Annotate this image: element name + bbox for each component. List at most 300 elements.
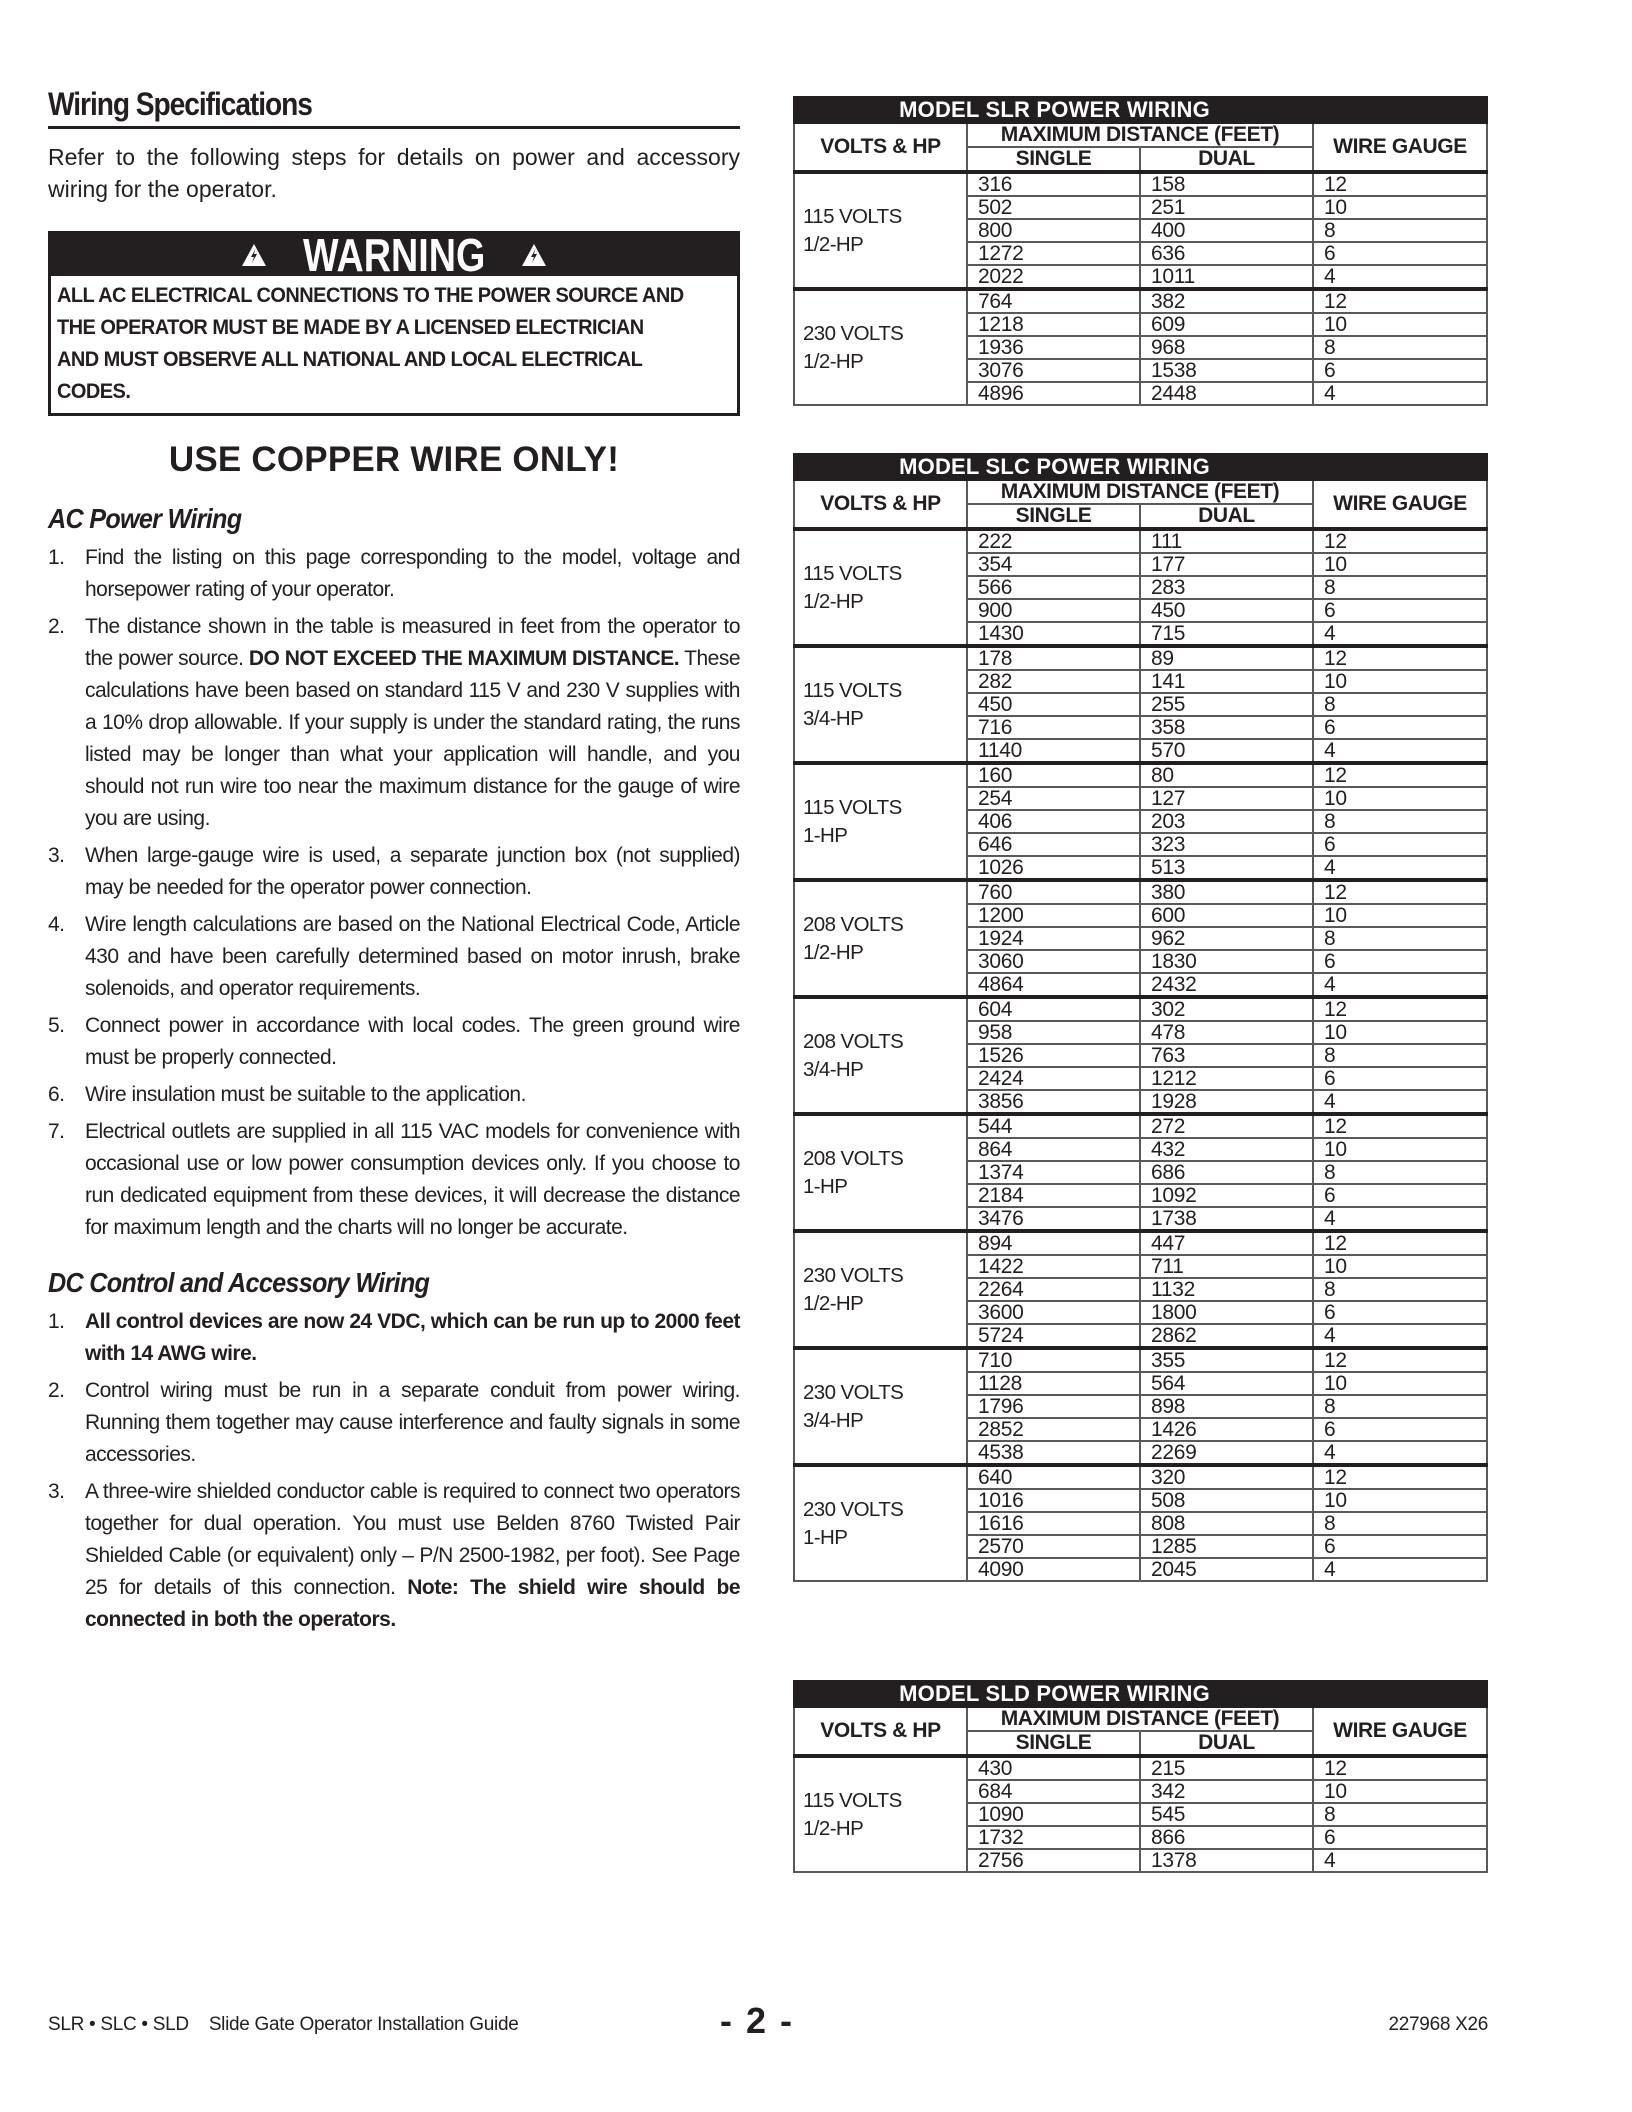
- step-text: When large-gauge wire is used, a separate junction box (not supplied) may be needed for the operator power connection.: [85, 844, 740, 899]
- dual-distance-cell: 808: [1140, 1512, 1313, 1535]
- ac-power-wiring-steps: [48, 542, 740, 1244]
- col-header-volts-hp: VOLTS & HP: [794, 1707, 967, 1756]
- hp-label: 1/2-HP: [803, 349, 864, 373]
- col-header-dual: DUAL: [1140, 147, 1313, 172]
- wire-gauge-cell: 4: [1313, 1207, 1487, 1231]
- hp-label: 1/2-HP: [803, 232, 864, 256]
- dual-distance-cell: 1285: [1140, 1535, 1313, 1558]
- wire-gauge-cell: 12: [1313, 529, 1487, 553]
- single-distance-cell: 684: [967, 1780, 1140, 1803]
- dc-step: [48, 1476, 740, 1636]
- single-distance-cell: 1796: [967, 1395, 1140, 1418]
- single-distance-cell: 2424: [967, 1067, 1140, 1090]
- col-header-wire-gauge: WIRE GAUGE: [1313, 480, 1487, 529]
- warning-heading: WARNING: [302, 229, 486, 281]
- col-header-volts-hp: VOLTS & HP: [794, 480, 967, 529]
- single-distance-cell: 354: [967, 553, 1140, 576]
- step-text: A three-wire shielded conductor cable is required to connect two operators together for dual operation. You must use Belden 8760 Twisted Pair Shielded Cable (or equivalent) only – P/N 2500-1982, per foot). See Page 25 for details of this connection.: [85, 1480, 740, 1599]
- dual-distance-cell: 636: [1140, 242, 1313, 265]
- single-distance-cell: 1374: [967, 1161, 1140, 1184]
- single-distance-cell: 1140: [967, 739, 1140, 763]
- single-distance-cell: 4864: [967, 973, 1140, 997]
- single-distance-cell: 430: [967, 1756, 1140, 1780]
- wire-gauge-cell: 12: [1313, 172, 1487, 196]
- hp-label: 1-HP: [803, 823, 848, 847]
- dual-distance-cell: 355: [1140, 1348, 1313, 1372]
- wire-gauge-cell: 12: [1313, 763, 1487, 787]
- wire-gauge-cell: 10: [1313, 1372, 1487, 1395]
- volts-label: 115 VOLTS: [803, 1788, 902, 1812]
- volts-hp-cell: [794, 880, 967, 997]
- hp-label: 1/2-HP: [803, 1816, 864, 1840]
- dual-distance-cell: 382: [1140, 289, 1313, 313]
- intro-paragraph: Refer to the following steps for details on power and accessory wiring for the operator.: [48, 144, 740, 202]
- single-distance-cell: 640: [967, 1465, 1140, 1489]
- volts-label: 115 VOLTS: [803, 795, 902, 819]
- ac-step: [48, 542, 740, 606]
- dual-distance-cell: 2432: [1140, 973, 1313, 997]
- warning-box: [48, 231, 740, 416]
- dual-distance-cell: 158: [1140, 172, 1313, 196]
- step-number: 1.: [48, 546, 65, 569]
- col-header-single: SINGLE: [967, 147, 1140, 172]
- single-distance-cell: 800: [967, 219, 1140, 242]
- wire-gauge-cell: 6: [1313, 1184, 1487, 1207]
- single-distance-cell: 3856: [967, 1090, 1140, 1114]
- single-distance-cell: 604: [967, 997, 1140, 1021]
- single-distance-cell: 2570: [967, 1535, 1140, 1558]
- hp-label: 1/2-HP: [803, 589, 864, 613]
- warning-line: AND MUST OBSERVE ALL NATIONAL AND LOCAL ELECTRICAL: [57, 347, 643, 371]
- wire-gauge-cell: 4: [1313, 1558, 1487, 1581]
- wire-gauge-cell: 10: [1313, 1255, 1487, 1278]
- col-header-max-distance: MAXIMUM DISTANCE (FEET): [967, 123, 1313, 147]
- single-distance-cell: 1272: [967, 242, 1140, 265]
- dual-distance-cell: 1378: [1140, 1849, 1313, 1872]
- dual-distance-cell: 1738: [1140, 1207, 1313, 1231]
- dc-step: [48, 1306, 740, 1370]
- step-text: Control wiring must be run in a separate conduit from power wiring. Running them together may cause interference and faulty signals in some accessories.: [85, 1379, 740, 1466]
- wire-gauge-cell: 8: [1313, 219, 1487, 242]
- single-distance-cell: 716: [967, 716, 1140, 739]
- dual-distance-cell: 272: [1140, 1114, 1313, 1138]
- table-row: [794, 289, 1487, 313]
- step-number: 5.: [48, 1014, 65, 1037]
- wire-gauge-cell: 12: [1313, 1756, 1487, 1780]
- wire-gauge-cell: 12: [1313, 997, 1487, 1021]
- wire-gauge-cell: 6: [1313, 1067, 1487, 1090]
- table-row: [794, 1114, 1487, 1138]
- single-distance-cell: 2264: [967, 1278, 1140, 1301]
- hp-label: 1-HP: [803, 1525, 848, 1549]
- single-distance-cell: 254: [967, 787, 1140, 810]
- volts-label: 208 VOLTS: [803, 1146, 904, 1170]
- table-row: [794, 1231, 1487, 1255]
- dc-step: [48, 1375, 740, 1471]
- dual-distance-cell: 2269: [1140, 1441, 1313, 1465]
- warning-line: CODES.: [57, 379, 131, 403]
- single-distance-cell: 864: [967, 1138, 1140, 1161]
- col-header-dual: DUAL: [1140, 504, 1313, 529]
- single-distance-cell: 900: [967, 599, 1140, 622]
- volts-hp-cell: [794, 763, 967, 880]
- single-distance-cell: 1090: [967, 1803, 1140, 1826]
- wire-gauge-cell: 12: [1313, 1465, 1487, 1489]
- single-distance-cell: 502: [967, 196, 1140, 219]
- document-number: 227968 X26: [1388, 2014, 1488, 2035]
- dual-distance-cell: 711: [1140, 1255, 1313, 1278]
- wire-gauge-cell: 10: [1313, 1138, 1487, 1161]
- step-number: 3.: [48, 1480, 65, 1503]
- single-distance-cell: 316: [967, 172, 1140, 196]
- wire-gauge-cell: 8: [1313, 1512, 1487, 1535]
- single-distance-cell: 710: [967, 1348, 1140, 1372]
- wire-gauge-cell: 12: [1313, 1348, 1487, 1372]
- single-distance-cell: 4090: [967, 1558, 1140, 1581]
- dual-distance-cell: 686: [1140, 1161, 1313, 1184]
- step-number: 6.: [48, 1083, 65, 1106]
- volts-label: 208 VOLTS: [803, 1029, 904, 1053]
- dual-distance-cell: 609: [1140, 313, 1313, 336]
- single-distance-cell: 760: [967, 880, 1140, 904]
- wire-gauge-cell: 10: [1313, 196, 1487, 219]
- footer-guide-title: Slide Gate Operator Installation Guide: [208, 2014, 519, 2035]
- dual-distance-cell: 400: [1140, 219, 1313, 242]
- dual-distance-cell: 450: [1140, 599, 1313, 622]
- hp-label: 1-HP: [803, 1174, 848, 1198]
- table-row: [794, 172, 1487, 196]
- volts-hp-cell: [794, 1465, 967, 1581]
- table-row: [794, 880, 1487, 904]
- step-number: 4.: [48, 913, 65, 936]
- dual-distance-cell: 111: [1140, 529, 1313, 553]
- col-header-single: SINGLE: [967, 504, 1140, 529]
- ac-power-wiring-heading: AC Power Wiring: [48, 503, 242, 534]
- wire-gauge-cell: 4: [1313, 1090, 1487, 1114]
- dual-distance-cell: 283: [1140, 576, 1313, 599]
- dual-distance-cell: 962: [1140, 927, 1313, 950]
- table-row: [794, 997, 1487, 1021]
- wire-gauge-cell: 4: [1313, 739, 1487, 763]
- wire-gauge-cell: 6: [1313, 242, 1487, 265]
- dual-distance-cell: 1538: [1140, 359, 1313, 382]
- wire-gauge-cell: 4: [1313, 856, 1487, 880]
- dual-distance-cell: 545: [1140, 1803, 1313, 1826]
- single-distance-cell: 1016: [967, 1489, 1140, 1512]
- wire-gauge-cell: 6: [1313, 599, 1487, 622]
- power-wiring-table: [793, 1680, 1488, 1873]
- volts-hp-cell: [794, 1756, 967, 1872]
- wire-gauge-cell: 6: [1313, 1535, 1487, 1558]
- single-distance-cell: 3600: [967, 1301, 1140, 1324]
- volts-label: 208 VOLTS: [803, 912, 904, 936]
- single-distance-cell: 1732: [967, 1826, 1140, 1849]
- wire-gauge-cell: 4: [1313, 382, 1487, 405]
- dual-distance-cell: 968: [1140, 336, 1313, 359]
- hp-label: 3/4-HP: [803, 1057, 864, 1081]
- hp-label: 3/4-HP: [803, 1408, 864, 1432]
- single-distance-cell: 764: [967, 289, 1140, 313]
- volts-hp-cell: [794, 172, 967, 289]
- single-distance-cell: 3476: [967, 1207, 1140, 1231]
- single-distance-cell: 160: [967, 763, 1140, 787]
- wire-gauge-cell: 8: [1313, 1395, 1487, 1418]
- single-distance-cell: 958: [967, 1021, 1140, 1044]
- copper-wire-notice: USE COPPER WIRE ONLY!: [168, 440, 620, 479]
- hp-label: 1/2-HP: [803, 940, 864, 964]
- dual-distance-cell: 358: [1140, 716, 1313, 739]
- step-text-bold: All control devices are now 24 VDC, which can be run up to 2000 feet with 14 AWG wire.: [85, 1310, 740, 1365]
- wire-gauge-cell: 4: [1313, 973, 1487, 997]
- dual-distance-cell: 302: [1140, 997, 1313, 1021]
- wire-gauge-cell: 8: [1313, 1278, 1487, 1301]
- dual-distance-cell: 478: [1140, 1021, 1313, 1044]
- single-distance-cell: 1526: [967, 1044, 1140, 1067]
- power-wiring-table: [793, 96, 1488, 406]
- wire-gauge-cell: 4: [1313, 1849, 1487, 1872]
- dual-distance-cell: 255: [1140, 693, 1313, 716]
- step-text: Wire insulation must be suitable to the application.: [85, 1083, 526, 1106]
- volts-label: 115 VOLTS: [803, 204, 902, 228]
- col-header-wire-gauge: WIRE GAUGE: [1313, 1707, 1487, 1756]
- dual-distance-cell: 564: [1140, 1372, 1313, 1395]
- table-title: MODEL SLC POWER WIRING: [794, 454, 1487, 480]
- wire-gauge-cell: 6: [1313, 950, 1487, 973]
- single-distance-cell: 1026: [967, 856, 1140, 880]
- wire-gauge-cell: 12: [1313, 880, 1487, 904]
- ac-step: [48, 1010, 740, 1074]
- dual-distance-cell: 1800: [1140, 1301, 1313, 1324]
- table-row: [794, 1756, 1487, 1780]
- wire-gauge-cell: 10: [1313, 670, 1487, 693]
- single-distance-cell: 4896: [967, 382, 1140, 405]
- dual-distance-cell: 570: [1140, 739, 1313, 763]
- wire-gauge-cell: 6: [1313, 359, 1487, 382]
- step-text: Wire length calculations are based on the National Electrical Code, Article 430 and have been carefully determined based on motor inrush, brake solenoids, and operator requirements.: [85, 913, 740, 1000]
- warning-text: [51, 276, 737, 413]
- single-distance-cell: 1218: [967, 313, 1140, 336]
- volts-label: 115 VOLTS: [803, 678, 902, 702]
- wire-gauge-cell: 6: [1313, 1301, 1487, 1324]
- table-row: [794, 763, 1487, 787]
- dual-distance-cell: 513: [1140, 856, 1313, 880]
- dual-distance-cell: 1426: [1140, 1418, 1313, 1441]
- col-header-max-distance: MAXIMUM DISTANCE (FEET): [967, 1707, 1313, 1731]
- volts-hp-cell: [794, 1231, 967, 1348]
- ac-step: [48, 840, 740, 904]
- electrical-hazard-icon: [241, 243, 267, 267]
- dual-distance-cell: 715: [1140, 622, 1313, 646]
- warning-line: THE OPERATOR MUST BE MADE BY A LICENSED ELECTRICIAN: [57, 315, 644, 339]
- wire-gauge-cell: 12: [1313, 289, 1487, 313]
- dc-control-wiring-heading: DC Control and Accessory Wiring: [48, 1267, 430, 1298]
- wire-gauge-cell: 12: [1313, 646, 1487, 670]
- dual-distance-cell: 1011: [1140, 265, 1313, 289]
- dual-distance-cell: 447: [1140, 1231, 1313, 1255]
- volts-hp-cell: [794, 529, 967, 646]
- volts-hp-cell: [794, 1348, 967, 1465]
- dual-distance-cell: 1092: [1140, 1184, 1313, 1207]
- single-distance-cell: 4538: [967, 1441, 1140, 1465]
- left-column: [48, 86, 740, 1641]
- page-title: Wiring Specifications: [48, 86, 312, 122]
- col-header-volts-hp: VOLTS & HP: [794, 123, 967, 172]
- single-distance-cell: 3076: [967, 359, 1140, 382]
- single-distance-cell: 646: [967, 833, 1140, 856]
- single-distance-cell: 3060: [967, 950, 1140, 973]
- wire-gauge-cell: 8: [1313, 1161, 1487, 1184]
- dual-distance-cell: 177: [1140, 553, 1313, 576]
- dual-distance-cell: 2862: [1140, 1324, 1313, 1348]
- single-distance-cell: 1616: [967, 1512, 1140, 1535]
- volts-label: 230 VOLTS: [803, 1497, 904, 1521]
- dual-distance-cell: 1132: [1140, 1278, 1313, 1301]
- wire-gauge-cell: 8: [1313, 927, 1487, 950]
- wire-gauge-cell: 10: [1313, 1780, 1487, 1803]
- single-distance-cell: 1200: [967, 904, 1140, 927]
- step-text-bold: Note: The shield wire should be connected in both the operators.: [85, 1576, 740, 1631]
- page-footer: [48, 2000, 1488, 2041]
- table-row: [794, 529, 1487, 553]
- wire-gauge-cell: 6: [1313, 716, 1487, 739]
- wire-gauge-cell: 4: [1313, 622, 1487, 646]
- volts-hp-cell: [794, 646, 967, 763]
- dual-distance-cell: 866: [1140, 1826, 1313, 1849]
- power-wiring-table: [793, 453, 1488, 1582]
- single-distance-cell: 1128: [967, 1372, 1140, 1395]
- step-text: Electrical outlets are supplied in all 115 VAC models for convenience with occasional use or low power consumption devices only. If you choose to run dedicated equipment from these devices, it will decrease the distance for maximum length and the charts will no longer be accurate.: [85, 1120, 740, 1239]
- dual-distance-cell: 1212: [1140, 1067, 1313, 1090]
- step-number: 2.: [48, 1379, 65, 1402]
- dual-distance-cell: 380: [1140, 880, 1313, 904]
- single-distance-cell: 222: [967, 529, 1140, 553]
- volts-label: 230 VOLTS: [803, 321, 904, 345]
- col-header-single: SINGLE: [967, 1731, 1140, 1756]
- wire-gauge-cell: 4: [1313, 1324, 1487, 1348]
- step-number: 2.: [48, 615, 65, 638]
- col-header-max-distance: MAXIMUM DISTANCE (FEET): [967, 480, 1313, 504]
- wire-gauge-cell: 10: [1313, 1021, 1487, 1044]
- col-header-dual: DUAL: [1140, 1731, 1313, 1756]
- single-distance-cell: 2756: [967, 1849, 1140, 1872]
- wire-gauge-cell: 10: [1313, 904, 1487, 927]
- dual-distance-cell: 251: [1140, 196, 1313, 219]
- wire-gauge-cell: 8: [1313, 1803, 1487, 1826]
- volts-label: 230 VOLTS: [803, 1380, 904, 1404]
- single-distance-cell: 1422: [967, 1255, 1140, 1278]
- dual-distance-cell: 342: [1140, 1780, 1313, 1803]
- single-distance-cell: 2852: [967, 1418, 1140, 1441]
- col-header-wire-gauge: WIRE GAUGE: [1313, 123, 1487, 172]
- table-row: [794, 1348, 1487, 1372]
- single-distance-cell: 894: [967, 1231, 1140, 1255]
- dual-distance-cell: 2448: [1140, 382, 1313, 405]
- electrical-hazard-icon: [521, 243, 547, 267]
- dual-distance-cell: 141: [1140, 670, 1313, 693]
- single-distance-cell: 1924: [967, 927, 1140, 950]
- ac-step: [48, 611, 740, 835]
- wire-gauge-cell: 6: [1313, 1826, 1487, 1849]
- dual-distance-cell: 89: [1140, 646, 1313, 670]
- ac-step: [48, 1079, 740, 1111]
- warning-header: [51, 229, 737, 281]
- wire-gauge-cell: 8: [1313, 693, 1487, 716]
- dual-distance-cell: 508: [1140, 1489, 1313, 1512]
- dual-distance-cell: 215: [1140, 1756, 1313, 1780]
- wire-gauge-cell: 10: [1313, 787, 1487, 810]
- dual-distance-cell: 600: [1140, 904, 1313, 927]
- dual-distance-cell: 127: [1140, 787, 1313, 810]
- dual-distance-cell: 2045: [1140, 1558, 1313, 1581]
- single-distance-cell: 5724: [967, 1324, 1140, 1348]
- wire-gauge-cell: 10: [1313, 313, 1487, 336]
- page-number: - 2 -: [720, 2000, 795, 2041]
- warning-line: ALL AC ELECTRICAL CONNECTIONS TO THE POWER SOURCE AND: [57, 283, 684, 307]
- dual-distance-cell: 432: [1140, 1138, 1313, 1161]
- table-title: MODEL SLD POWER WIRING: [794, 1681, 1487, 1707]
- ac-step: [48, 909, 740, 1005]
- dual-distance-cell: 898: [1140, 1395, 1313, 1418]
- step-text: Connect power in accordance with local codes. The green ground wire must be properly connected.: [85, 1014, 740, 1069]
- volts-hp-cell: [794, 997, 967, 1114]
- title-rule: [48, 126, 740, 129]
- wire-gauge-cell: 4: [1313, 1441, 1487, 1465]
- wire-gauge-cell: 8: [1313, 576, 1487, 599]
- wire-gauge-cell: 8: [1313, 336, 1487, 359]
- hp-label: 1/2-HP: [803, 1291, 864, 1315]
- step-text-bold: DO NOT EXCEED THE MAXIMUM DISTANCE.: [248, 647, 680, 670]
- single-distance-cell: 2184: [967, 1184, 1140, 1207]
- step-text: The distance shown in the table is measured in feet from the operator to the power source.: [85, 615, 740, 670]
- wire-gauge-cell: 10: [1313, 553, 1487, 576]
- footer-models: SLR • SLC • SLD: [48, 2014, 189, 2035]
- dual-distance-cell: 323: [1140, 833, 1313, 856]
- single-distance-cell: 544: [967, 1114, 1140, 1138]
- volts-label: 115 VOLTS: [803, 561, 902, 585]
- step-number: 7.: [48, 1120, 65, 1143]
- wire-gauge-cell: 12: [1313, 1114, 1487, 1138]
- table-row: [794, 1465, 1487, 1489]
- single-distance-cell: 1430: [967, 622, 1140, 646]
- step-number: 1.: [48, 1310, 65, 1333]
- wire-gauge-cell: 6: [1313, 1418, 1487, 1441]
- single-distance-cell: 1936: [967, 336, 1140, 359]
- single-distance-cell: 282: [967, 670, 1140, 693]
- dual-distance-cell: 1830: [1140, 950, 1313, 973]
- single-distance-cell: 406: [967, 810, 1140, 833]
- wire-gauge-cell: 8: [1313, 810, 1487, 833]
- volts-label: 230 VOLTS: [803, 1263, 904, 1287]
- wire-gauge-cell: 8: [1313, 1044, 1487, 1067]
- volts-hp-cell: [794, 289, 967, 405]
- footer-guide-label: [48, 2014, 518, 2036]
- table-row: [794, 646, 1487, 670]
- table-title: MODEL SLR POWER WIRING: [794, 97, 1487, 123]
- single-distance-cell: 566: [967, 576, 1140, 599]
- single-distance-cell: 2022: [967, 265, 1140, 289]
- dual-distance-cell: 203: [1140, 810, 1313, 833]
- dual-distance-cell: 1928: [1140, 1090, 1313, 1114]
- wire-gauge-cell: 6: [1313, 833, 1487, 856]
- single-distance-cell: 450: [967, 693, 1140, 716]
- dual-distance-cell: 80: [1140, 763, 1313, 787]
- dual-distance-cell: 763: [1140, 1044, 1313, 1067]
- wire-gauge-cell: 4: [1313, 265, 1487, 289]
- volts-hp-cell: [794, 1114, 967, 1231]
- step-text: These calculations have been based on standard 115 V and 230 V supplies with a 10% drop allowable. If your supply is under the standard rating, the runs listed may be longer than what your application will handle, and you should not run wire too near the maximum distance for the gauge of wire you are using.: [85, 647, 740, 830]
- hp-label: 3/4-HP: [803, 706, 864, 730]
- step-number: 3.: [48, 844, 65, 867]
